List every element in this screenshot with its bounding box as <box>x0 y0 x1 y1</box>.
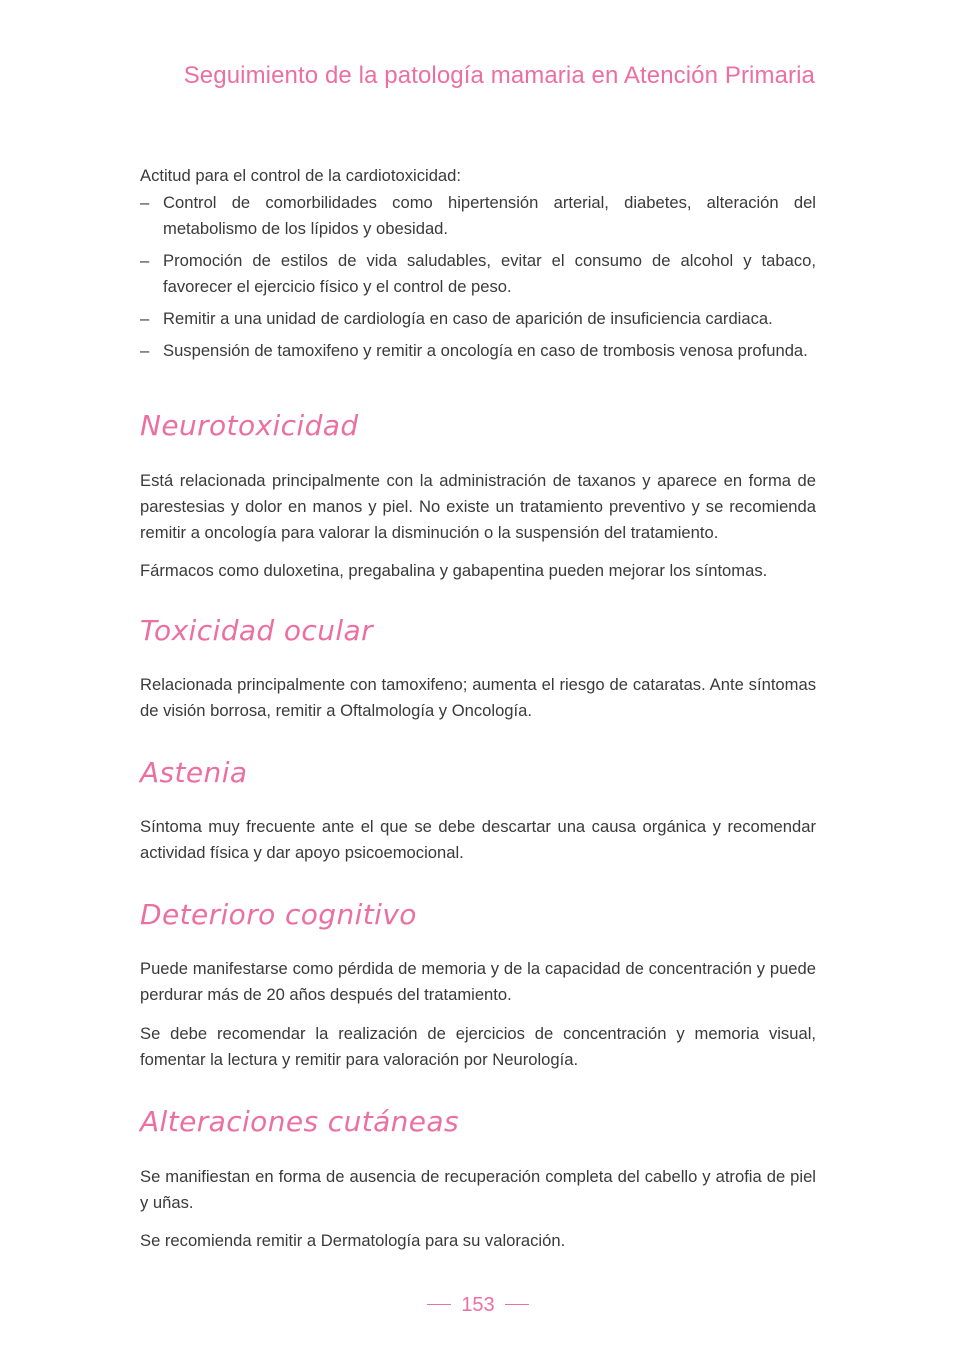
paragraph: Se debe recomendar la realización de ejercicios de concentración y memoria visual, fomentar la lectura y remitir para valoración por Neurología. <box>140 1024 816 1069</box>
paragraph: Se manifiestan en forma de ausencia de recuperación completa del cabello y atrofia de piel y uñas. <box>140 1167 816 1212</box>
page-number-rule-right <box>505 1304 529 1305</box>
dash-bullet: – <box>140 309 150 328</box>
page-number-rule-left <box>427 1304 451 1305</box>
cardio-intro: Actitud para el control de la cardiotoxicidad: <box>140 166 461 185</box>
list-item-text: Remitir a una unidad de cardiología en caso de aparición de insuficiencia cardiaca. <box>163 309 773 328</box>
page-number-value: 153 <box>461 1294 495 1316</box>
section-title-alteraciones-cutaneas: Alteraciones cutáneas <box>140 1105 459 1138</box>
list-item-text: Promoción de estilos de vida saludables, evitar el consumo de alcohol y tabaco, favorecer el ejercicio físico y el control de peso. <box>163 251 816 296</box>
paragraph: Relacionada principalmente con tamoxifeno; aumenta el riesgo de cataratas. Ante síntomas de visión borrosa, remitir a Oftalmología y Oncología. <box>140 675 816 720</box>
dash-bullet: – <box>140 251 150 270</box>
paragraph: Fármacos como duloxetina, pregabalina y gabapentina pueden mejorar los síntomas. <box>140 561 768 580</box>
list-item-text: Suspensión de tamoxifeno y remitir a oncología en caso de trombosis venosa profunda. <box>163 341 808 360</box>
dash-bullet: – <box>140 341 150 360</box>
section-title-astenia: Astenia <box>140 756 248 789</box>
page-number <box>0 1294 956 1317</box>
cardio-list <box>140 190 816 364</box>
paragraph: Síntoma muy frecuente ante el que se debe descartar una causa orgánica y recomendar actividad física y dar apoyo psicoemocional. <box>140 817 816 862</box>
section-title-toxicidad-ocular: Toxicidad ocular <box>140 614 374 647</box>
list-item <box>140 338 816 364</box>
paragraph: Está relacionada principalmente con la administración de taxanos y aparece en forma de parestesias y dolor en manos y piel. No existe un tratamiento preventivo y se recomienda remitir a oncología para valorar la disminución o la suspensión del tratamiento. <box>140 471 816 542</box>
paragraph: Se recomienda remitir a Dermatología para su valoración. <box>140 1231 566 1250</box>
list-item-text: Control de comorbilidades como hipertensión arterial, diabetes, alteración del metabolismo de los lípidos y obesidad. <box>163 193 816 238</box>
list-item <box>140 190 816 242</box>
section-title-neurotoxicidad: Neurotoxicidad <box>140 409 359 442</box>
running-header-title: Seguimiento de la patología mamaria en Atención Primaria <box>183 62 815 89</box>
list-item <box>140 248 816 300</box>
dash-bullet: – <box>140 193 150 212</box>
paragraph: Puede manifestarse como pérdida de memoria y de la capacidad de concentración y puede perdurar más de 20 años después del tratamiento. <box>140 959 816 1004</box>
page-body <box>140 163 816 1254</box>
section-title-deterioro-cognitivo: Deterioro cognitivo <box>140 898 417 931</box>
list-item <box>140 306 816 332</box>
